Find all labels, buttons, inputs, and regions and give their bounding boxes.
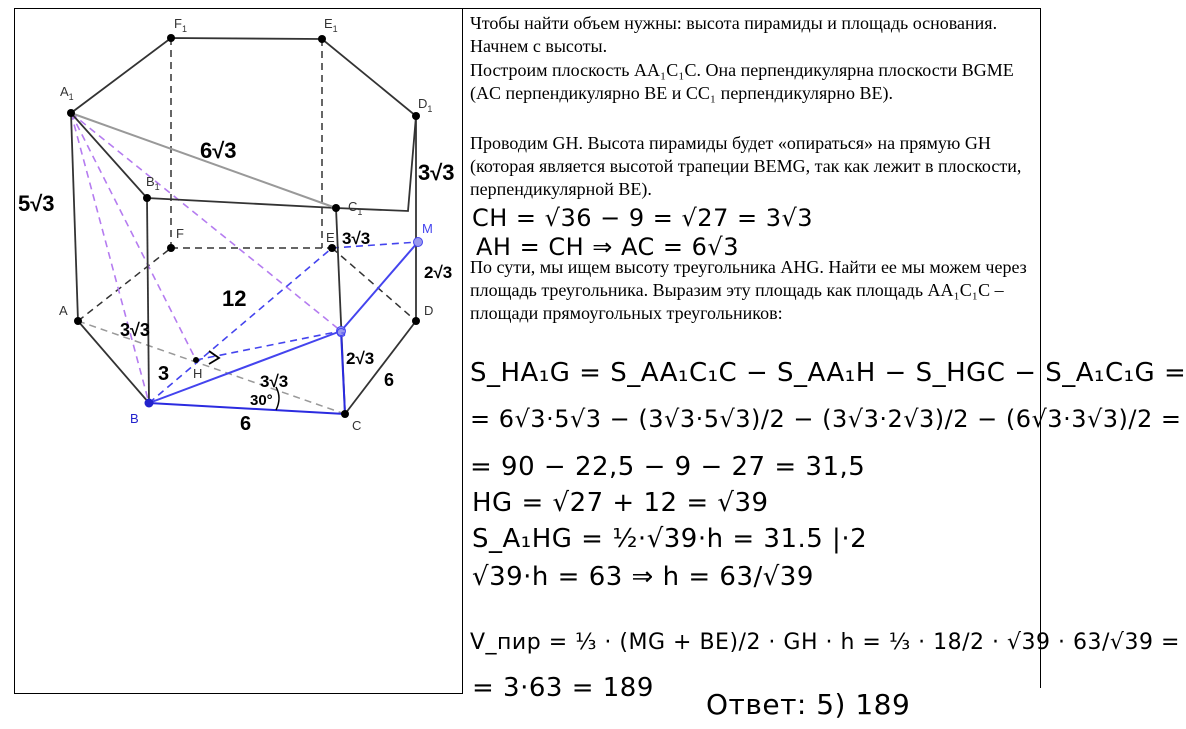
hw-answer: Ответ: 5) 189 <box>706 688 911 721</box>
len-gc: 2√3 <box>346 349 375 368</box>
label-e1: $E_1$ <box>324 16 338 34</box>
paragraph-area: По сути, мы ищем высоту треугольника AHG. Найти ее мы можем через площадь треугольника. Выразим эту площадь как площадь AA₁C₁C – площади прямоугольных треугольников: <box>470 257 1027 323</box>
segment-bg <box>149 331 341 403</box>
label-f: F <box>176 226 184 241</box>
label-a: A <box>59 303 68 318</box>
point-c1 <box>332 204 340 212</box>
hw-s-line-2: = 6√3·5√3 − (3√3·5√3)/2 − (3√3·2√3)/2 − (6√3·3√3)/2 = <box>470 405 1182 433</box>
angle-30: 30° <box>250 392 273 409</box>
len-dd1: 3√3 <box>418 160 455 185</box>
point-d <box>412 317 420 325</box>
point-f <box>167 244 175 252</box>
len-em: 3√3 <box>342 229 371 248</box>
hw-ah-line: AH = CH ⇒ AC = 6√3 <box>476 233 739 261</box>
paragraph-gh: Проводим GH. Высота пирамиды будет «опираться» на прямую GH (которая является высотой трапеции BEMG, так как лежит в плоскости, перпендикулярной BE). <box>470 133 1022 199</box>
prism-diagram <box>14 8 463 694</box>
hw-s-line-3: = 90 − 22,5 − 9 − 27 = 31,5 <box>470 452 866 482</box>
len-bh-12: 12 <box>222 286 247 311</box>
len-bh-3: 3 <box>158 363 170 385</box>
edge-bb1 <box>147 198 149 403</box>
point-m <box>414 238 423 247</box>
len-ah: 3√3 <box>120 320 150 340</box>
label-a1: $A_1$ <box>60 84 74 102</box>
hw-h-line: √39·h = 63 ⇒ h = 63/√39 <box>472 562 814 592</box>
len-a1c1: 6√3 <box>200 138 237 163</box>
point-a <box>74 317 82 325</box>
label-b: B <box>130 411 139 426</box>
len-aa1: 5√3 <box>18 191 55 216</box>
label-c1: $C_1$ <box>348 199 363 217</box>
point-c <box>341 410 349 418</box>
top-face <box>71 38 416 211</box>
len-hc: 3√3 <box>260 372 289 391</box>
hw-s-line-1: S_HA₁G = S_AA₁C₁C − S_AA₁H − S_HGC − S_A₁C₁G = <box>470 358 1186 388</box>
label-f1: $F_1$ <box>174 16 187 34</box>
label-m: M <box>422 221 433 236</box>
label-b1: $B_1$ <box>146 174 160 192</box>
len-bc: 6 <box>240 413 252 435</box>
label-d1: $D_1$ <box>418 96 433 114</box>
label-h: H <box>193 366 203 381</box>
hw-hg-line: HG = √27 + 12 = √39 <box>472 488 769 518</box>
hw-ch-line: CH = √36 − 9 = √27 = 3√3 <box>472 204 814 232</box>
point-a1 <box>67 109 75 117</box>
hw-v-line-1: V_пир = ⅓ · (MG + BE)/2 · GH · h = ⅓ · 18/2 · √39 · 63/√39 = <box>470 630 1180 655</box>
point-b1 <box>143 194 151 202</box>
segment-gc <box>341 331 345 414</box>
point-d1 <box>412 112 420 120</box>
edge-aa1 <box>71 113 78 321</box>
point-e <box>328 244 336 252</box>
point-f1 <box>167 34 175 42</box>
label-c: C <box>352 418 362 433</box>
label-g: G <box>336 325 347 340</box>
point-e1 <box>318 35 326 43</box>
paragraph-intro: Чтобы найти объем нужны: высота пирамиды и площадь основания. Начнем с высоты. <box>470 13 998 56</box>
label-d: D <box>424 303 434 318</box>
hw-sahg-line: S_A₁HG = ½·√39·h = 31.5 |·2 <box>472 524 868 554</box>
point-b <box>145 399 154 408</box>
segment-be <box>149 248 332 403</box>
segment-gm <box>341 242 418 331</box>
label-e: E <box>326 230 335 245</box>
paragraph-plane: Построим плоскость AA₁C₁C. Она перпендикулярна плоскости BGME (AC перпендикулярно BE и CC₁ перпендикулярно BE). <box>470 60 1014 103</box>
len-dc: 6 <box>384 370 395 390</box>
len-md: 2√3 <box>424 263 453 282</box>
point-h <box>193 357 199 363</box>
hw-v-line-2: = 3·63 = 189 <box>472 673 654 703</box>
